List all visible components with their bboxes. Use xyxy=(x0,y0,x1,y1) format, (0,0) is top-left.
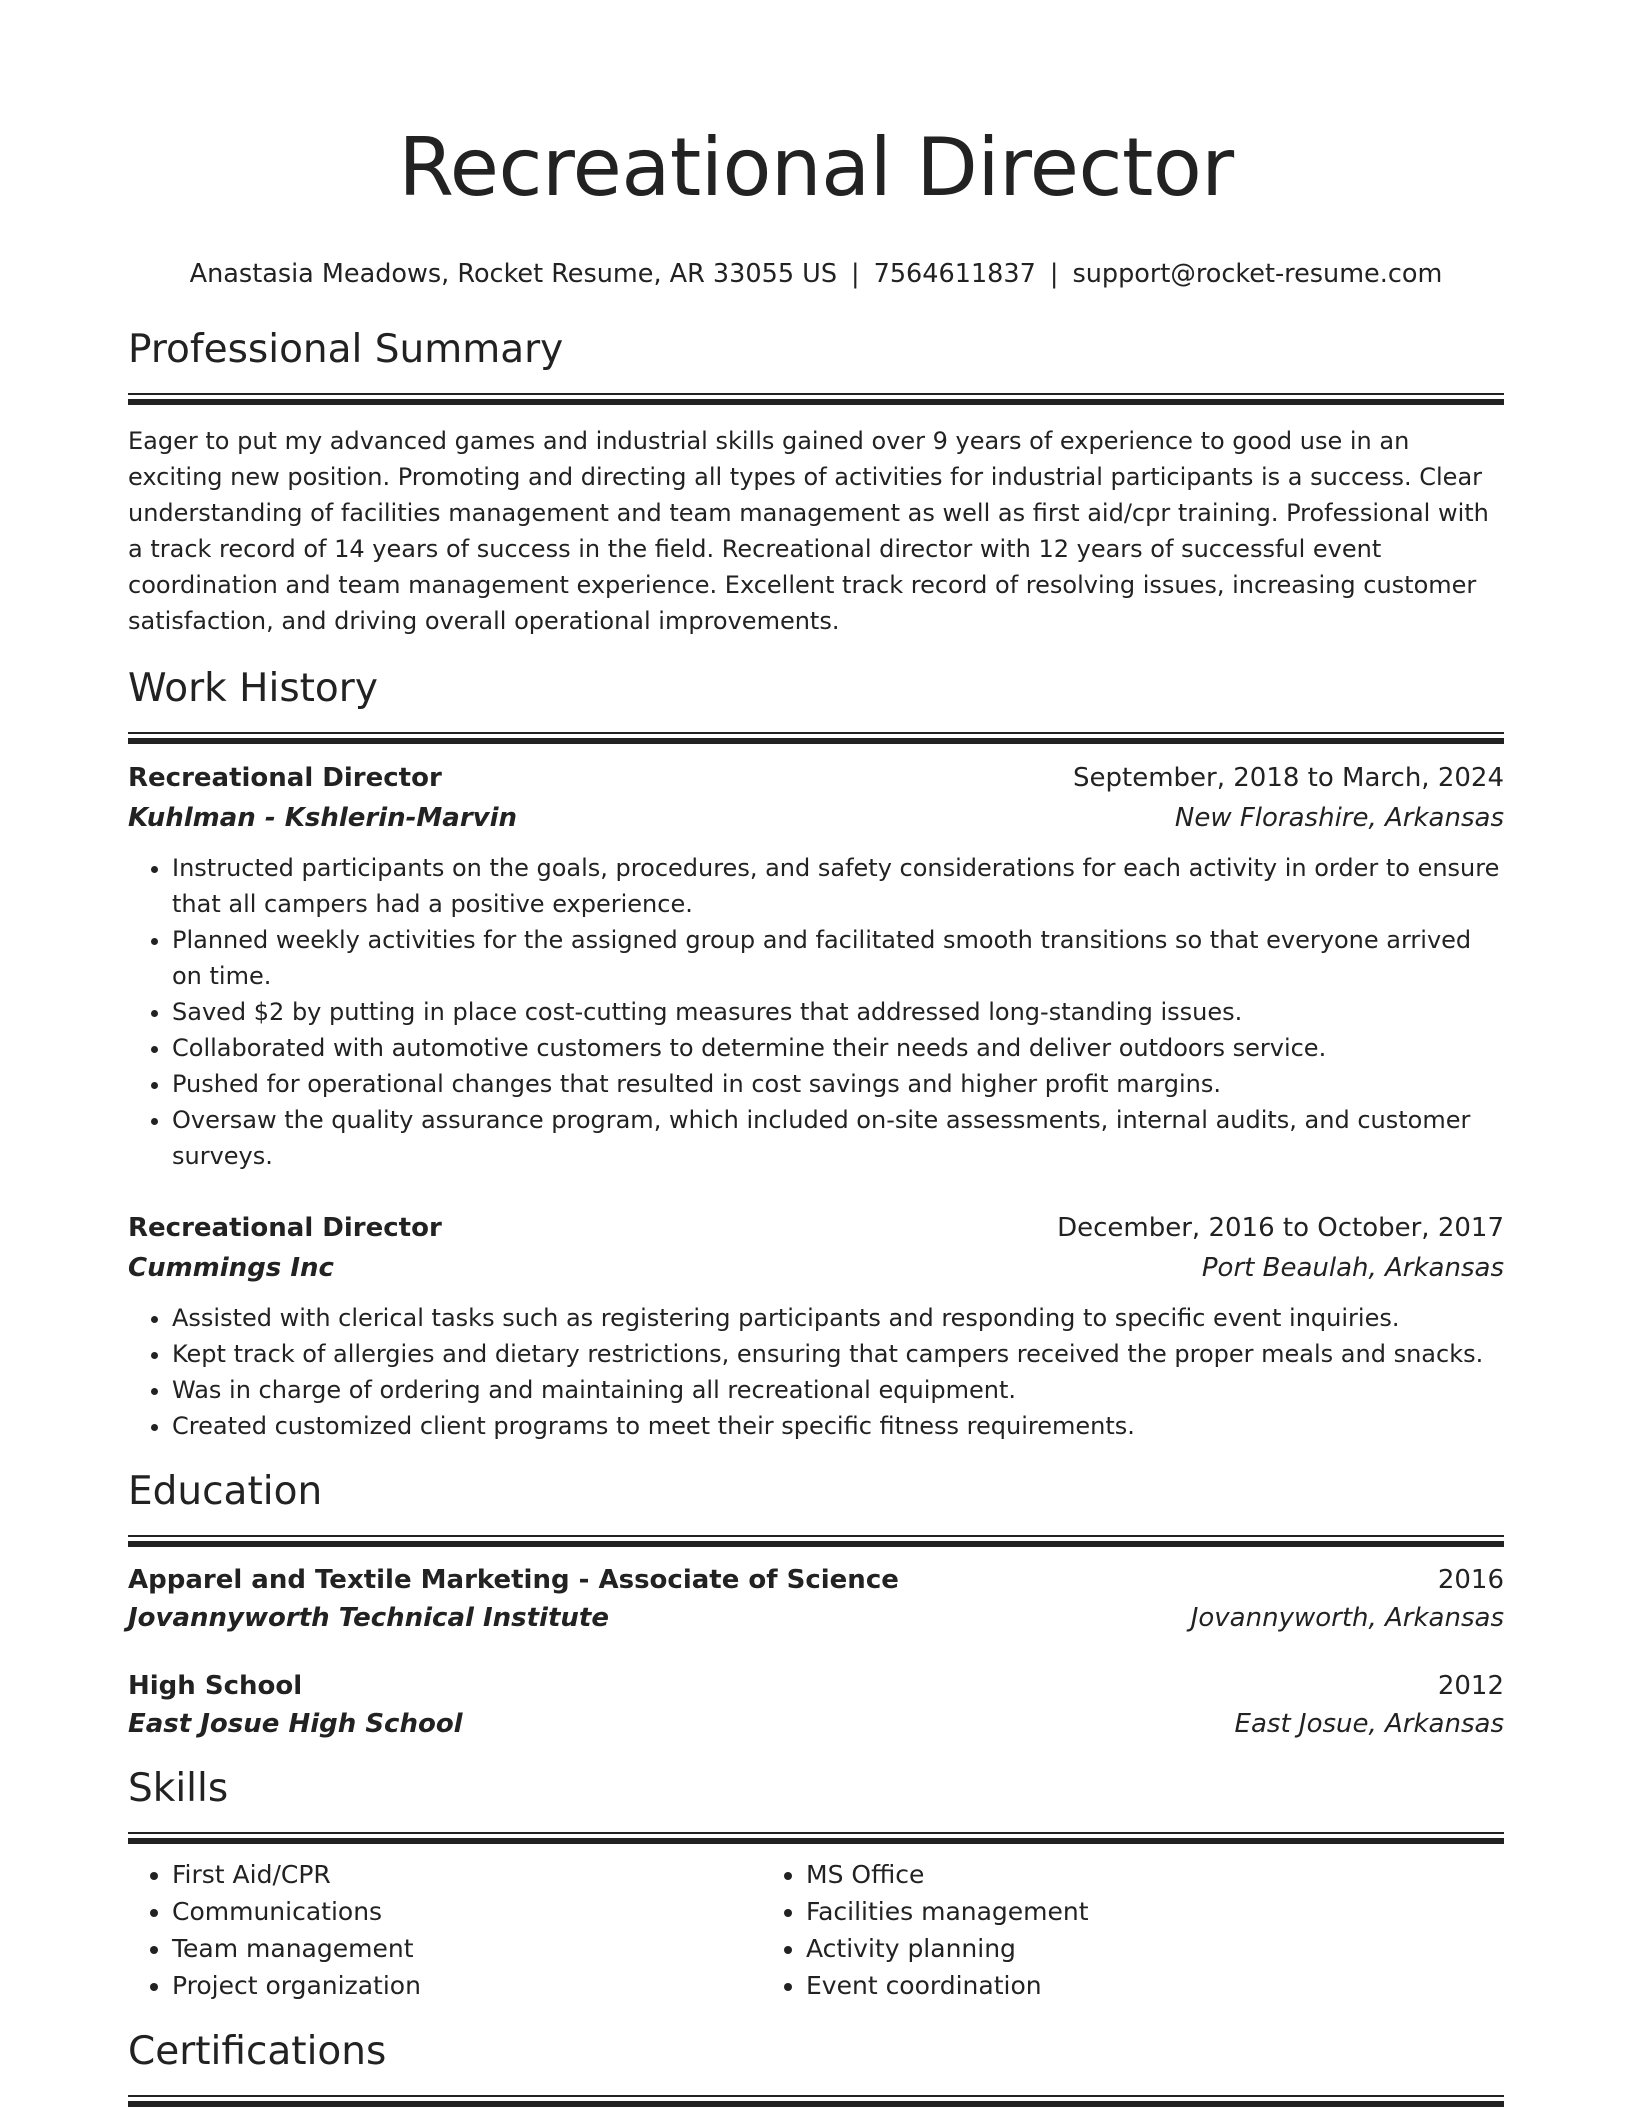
contact-separator: | xyxy=(1049,259,1059,289)
certifications-section xyxy=(128,2028,1504,2107)
section-heading-education: Education xyxy=(128,1469,323,1514)
section-divider xyxy=(128,2095,1504,2107)
job-header-row xyxy=(128,1208,1504,1248)
list-item: • Oversaw the quality assurance program, which included on-site assessments, internal audits, and customer surveys. xyxy=(172,1102,1504,1174)
contact-email[interactable]: support@rocket-resume.com xyxy=(1072,259,1443,289)
list-item: • Collaborated with automotive customers to determine their needs and deliver outdoors service. xyxy=(172,1030,1504,1066)
job-bullet-list xyxy=(128,1300,1504,1444)
education-degree: Apparel and Textile Marketing - Associate of Science xyxy=(128,1565,899,1595)
education-header-row xyxy=(128,1667,1504,1705)
list-item: • Was in charge of ordering and maintaining all recreational equipment. xyxy=(172,1372,1504,1408)
education-school-row xyxy=(128,1599,1504,1637)
section-divider xyxy=(128,732,1504,744)
job-company-row xyxy=(128,1248,1504,1288)
contact-separator: | xyxy=(851,259,860,289)
section-divider xyxy=(128,1535,1504,1547)
skills-column-right xyxy=(762,1856,1396,2004)
list-item: • Project organization xyxy=(172,1967,762,2004)
resume-title: Recreational Director xyxy=(398,121,1234,214)
job-bullet-list xyxy=(128,850,1504,1174)
education-entry xyxy=(128,1561,1504,1637)
list-item: • Instructed participants on the goals, procedures, and safety considerations for each activity in order to ensure that all campers had a positive experience. xyxy=(172,850,1504,922)
job-entry xyxy=(128,1208,1504,1444)
contact-line xyxy=(128,256,1504,292)
job-company: Kuhlman - Kshlerin-Marvin xyxy=(128,803,518,833)
job-entry xyxy=(128,758,1504,1174)
education-year: 2012 xyxy=(1437,1671,1504,1701)
list-item: • Communications xyxy=(172,1893,762,1930)
contact-phone: 7564611837 xyxy=(873,259,1036,289)
section-heading-certifications: Certifications xyxy=(128,2029,387,2074)
education-school: East Josue High School xyxy=(128,1709,463,1739)
list-item: • Activity planning xyxy=(806,1930,1396,1967)
list-item: • MS Office xyxy=(806,1856,1396,1893)
education-header-row xyxy=(128,1561,1504,1599)
section-heading-summary: Professional Summary xyxy=(128,327,564,372)
list-item: • Created customized client programs to meet their specific fitness requirements. xyxy=(172,1408,1504,1444)
education-section xyxy=(128,1468,1504,1743)
summary-section xyxy=(128,326,1504,639)
section-divider xyxy=(128,393,1504,405)
contact-address: Anastasia Meadows, Rocket Resume, AR 33055 US xyxy=(189,259,838,289)
list-item: • First Aid/CPR xyxy=(172,1856,762,1893)
list-item: • Pushed for operational changes that resulted in cost savings and higher profit margins. xyxy=(172,1066,1504,1102)
list-item: • Kept track of allergies and dietary restrictions, ensuring that campers received the proper meals and snacks. xyxy=(172,1336,1504,1372)
list-item: • Team management xyxy=(172,1930,762,1967)
education-degree: High School xyxy=(128,1671,303,1701)
skills-section xyxy=(128,1765,1504,2004)
job-header-row xyxy=(128,758,1504,798)
job-title: Recreational Director xyxy=(128,1213,442,1243)
education-location: Jovannyworth, Arkansas xyxy=(1190,1603,1504,1633)
section-divider xyxy=(128,1832,1504,1844)
list-item: • Assisted with clerical tasks such as registering participants and responding to specific event inquiries. xyxy=(172,1300,1504,1336)
job-location: New Florashire, Arkansas xyxy=(1174,803,1504,833)
list-item: • Planned weekly activities for the assigned group and facilitated smooth transitions so that everyone arrived on time. xyxy=(172,922,1504,994)
education-entry xyxy=(128,1667,1504,1743)
education-school: Jovannyworth Technical Institute xyxy=(128,1603,609,1633)
list-item: • Event coordination xyxy=(806,1967,1396,2004)
list-item: • Saved $2 by putting in place cost-cutting measures that addressed long-standing issues. xyxy=(172,994,1504,1030)
skills-columns xyxy=(128,1856,1504,2004)
job-location: Port Beaulah, Arkansas xyxy=(1201,1253,1504,1283)
job-dates: December, 2016 to October, 2017 xyxy=(1057,1213,1504,1243)
job-title: Recreational Director xyxy=(128,763,442,793)
work-history-section xyxy=(128,665,1504,1444)
section-heading-work: Work History xyxy=(128,666,378,711)
skills-column-left xyxy=(128,1856,762,2004)
section-heading-skills: Skills xyxy=(128,1766,229,1811)
education-location: East Josue, Arkansas xyxy=(1234,1709,1504,1739)
job-dates: September, 2018 to March, 2024 xyxy=(1073,763,1504,793)
job-company-row xyxy=(128,798,1504,838)
list-item: • Facilities management xyxy=(806,1893,1396,1930)
job-company: Cummings Inc xyxy=(128,1253,334,1283)
education-year: 2016 xyxy=(1437,1565,1504,1595)
summary-text: Eager to put my advanced games and industrial skills gained over 9 years of experience to good use in an exciting new position. Promoting and directing all types of activities for industrial participants is a success. Clear understanding of facilities management and team management as well as first aid/cpr training. Professional with a track record of 14 years of success in the field. Recreational director with 12 years of successful event coordination and team management experience. Excellent track record of resolving issues, increasing customer satisfaction, and driving overall operational improvements. xyxy=(128,427,1489,635)
education-school-row xyxy=(128,1705,1504,1743)
